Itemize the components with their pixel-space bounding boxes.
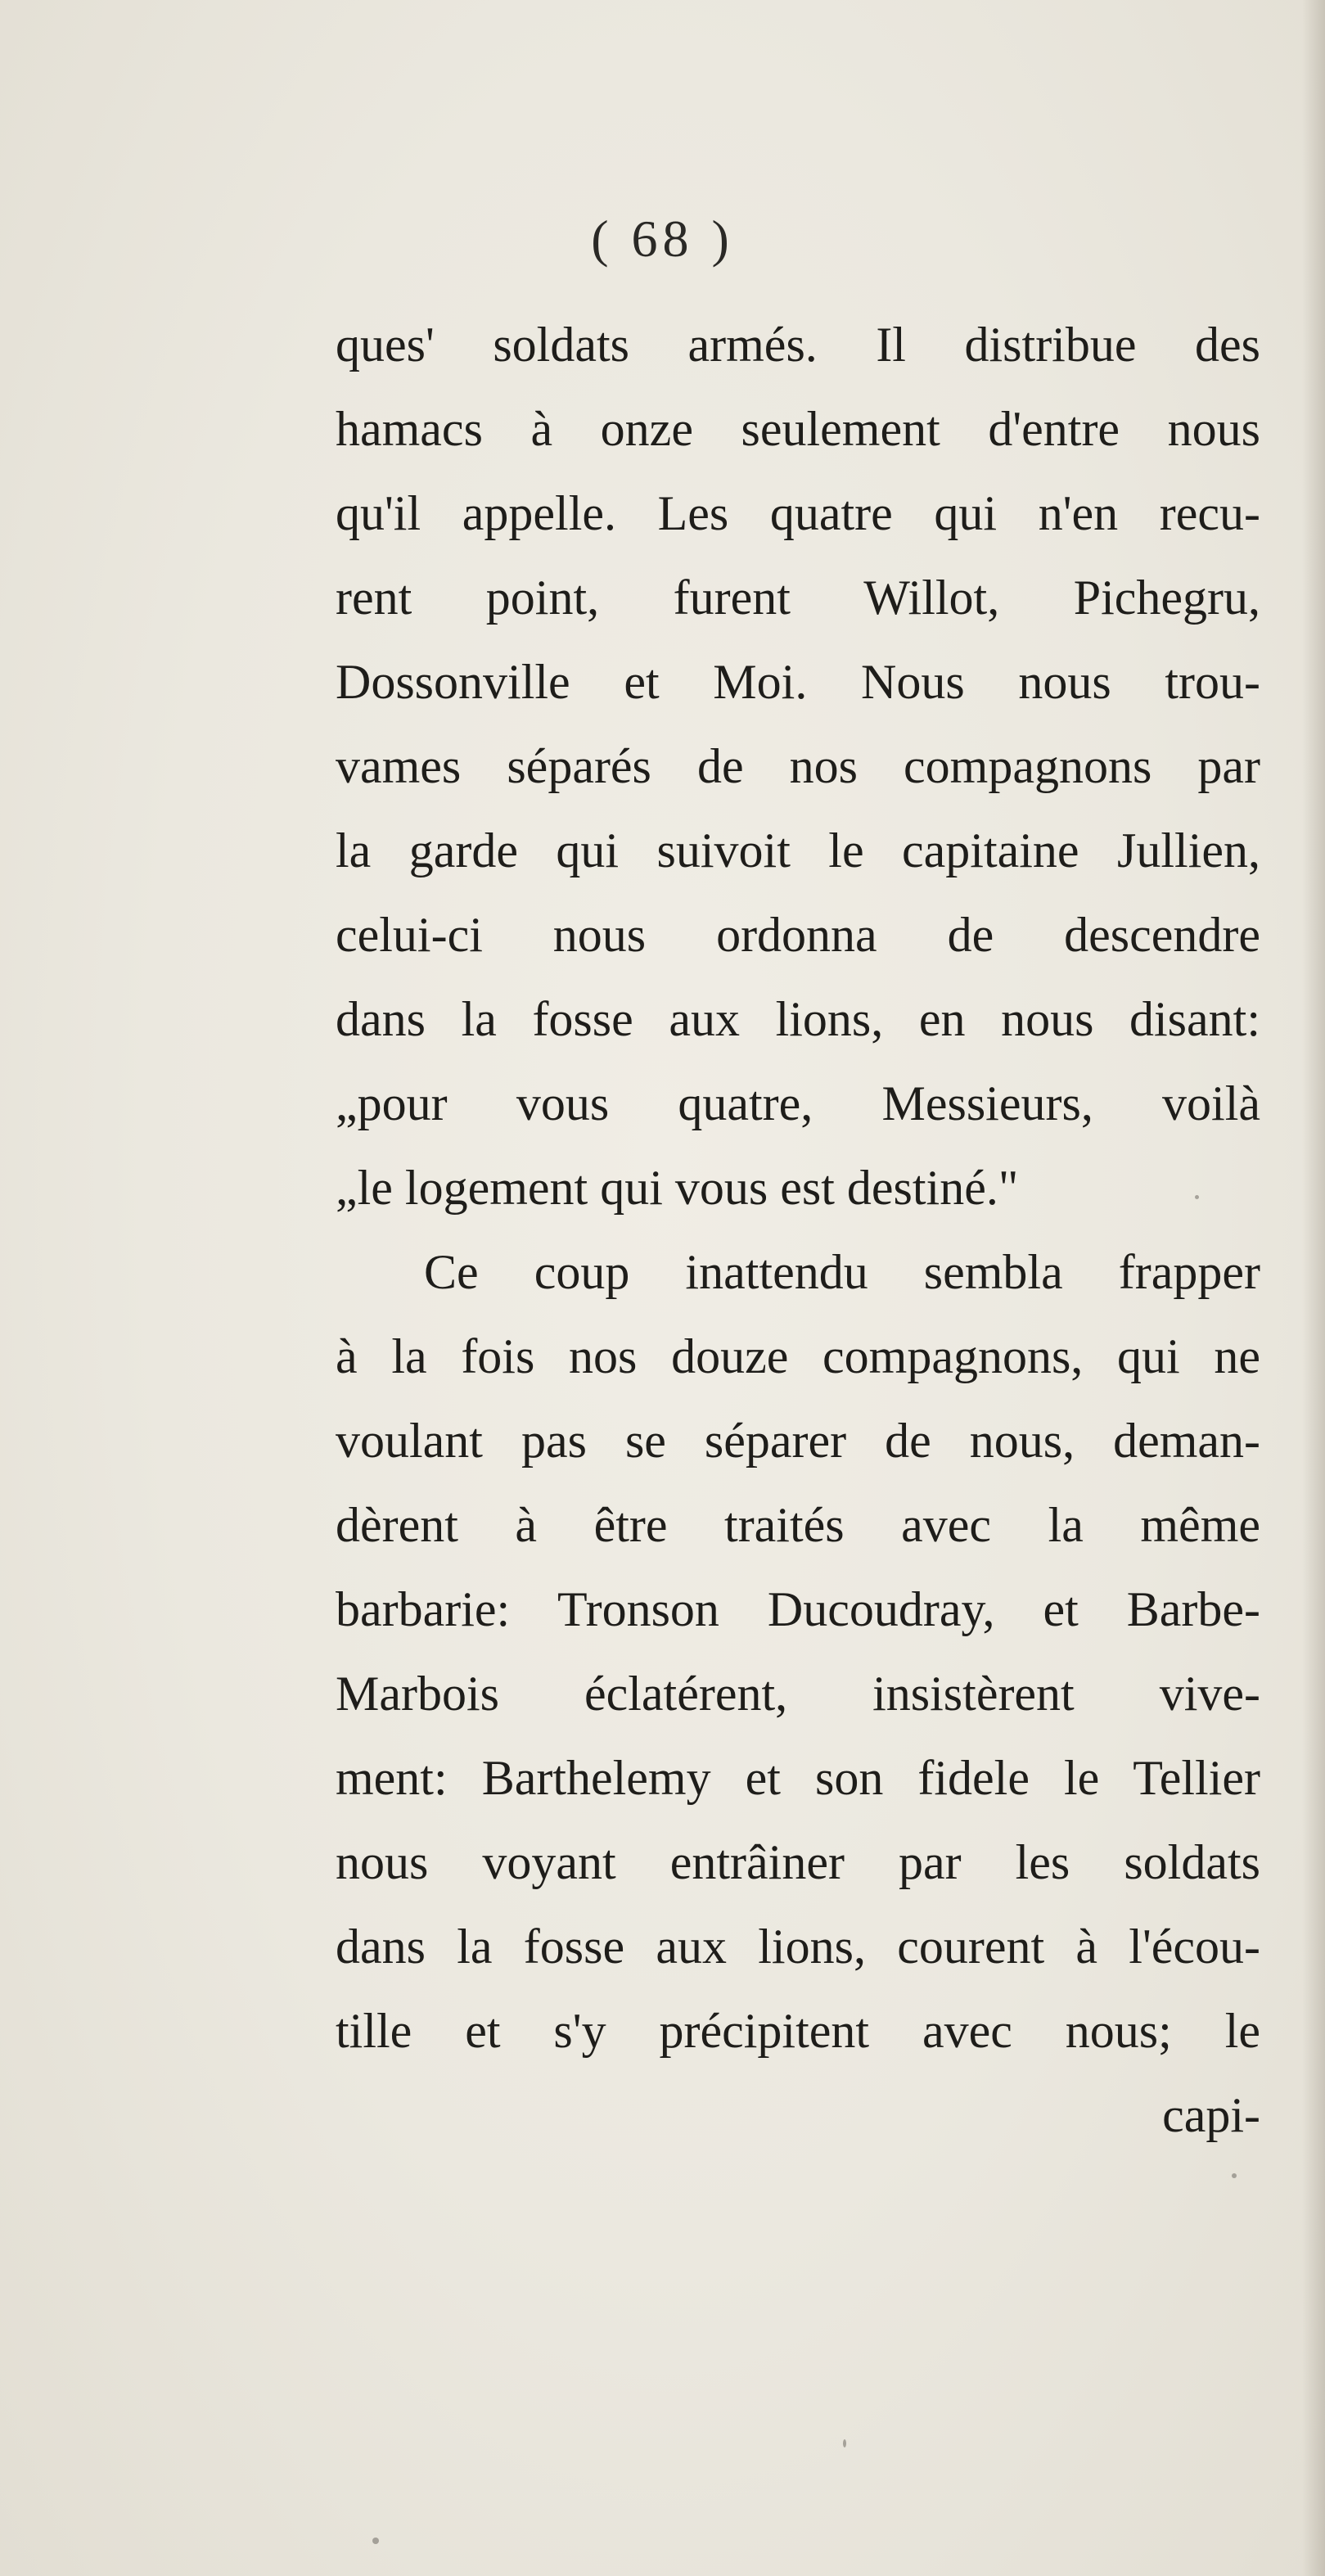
paper-speck bbox=[1195, 1195, 1199, 1199]
page-number: ( 68 ) bbox=[591, 210, 734, 268]
text-line: voulant pas se séparer de nous, deman- bbox=[336, 1414, 1260, 1468]
text-line: nous voyant entrâiner par les soldats bbox=[336, 1835, 1260, 1889]
text-line: Dossonville et Moi. Nous nous trou- bbox=[336, 655, 1260, 709]
paragraph-last-line: „le logement qui vous est destiné." bbox=[336, 1161, 1019, 1215]
text-line: ment: Barthelemy et son fidele le Tellier bbox=[336, 1751, 1260, 1805]
text-line: dèrent à être traités avec la même bbox=[336, 1498, 1260, 1552]
text-line: ques' soldats armés. Il distribue des bbox=[336, 318, 1260, 372]
body-text bbox=[336, 303, 1260, 2158]
text-line: la garde qui suivoit le capitaine Jullien, bbox=[336, 823, 1260, 877]
text-line: dans la fosse aux lions, en nous disant: bbox=[336, 992, 1260, 1046]
text-line: rent point, furent Willot, Pichegru, bbox=[336, 571, 1260, 625]
text-line: vames séparés de nos compagnons par bbox=[336, 739, 1260, 793]
catchword: capi- bbox=[1162, 2088, 1260, 2142]
text-line: „pour vous quatre, Messieurs, voilà bbox=[336, 1076, 1260, 1130]
paragraph-first-line: Ce coup inattendu sembla frapper bbox=[424, 1245, 1260, 1299]
text-line: dans la fosse aux lions, courent à l'écou- bbox=[336, 1920, 1260, 1974]
text-line: celui-ci nous ordonna de descendre bbox=[336, 908, 1260, 962]
page-edge-shadow bbox=[1302, 0, 1325, 2576]
text-line: à la fois nos douze compagnons, qui ne bbox=[336, 1329, 1260, 1383]
text-line: tille et s'y précipitent avec nous; le bbox=[336, 2004, 1260, 2058]
text-line: barbarie: Tronson Ducoudray, et Barbe- bbox=[336, 1582, 1260, 1636]
text-line: hamacs à onze seulement d'entre nous bbox=[336, 402, 1260, 456]
paper-speck bbox=[1232, 2173, 1237, 2178]
text-line: Marbois éclatérent, insistèrent vive- bbox=[336, 1667, 1260, 1721]
text-line: qu'il appelle. Les quatre qui n'en recu- bbox=[336, 486, 1260, 540]
paper-speck bbox=[372, 2538, 379, 2544]
paper-speck bbox=[843, 2439, 846, 2447]
